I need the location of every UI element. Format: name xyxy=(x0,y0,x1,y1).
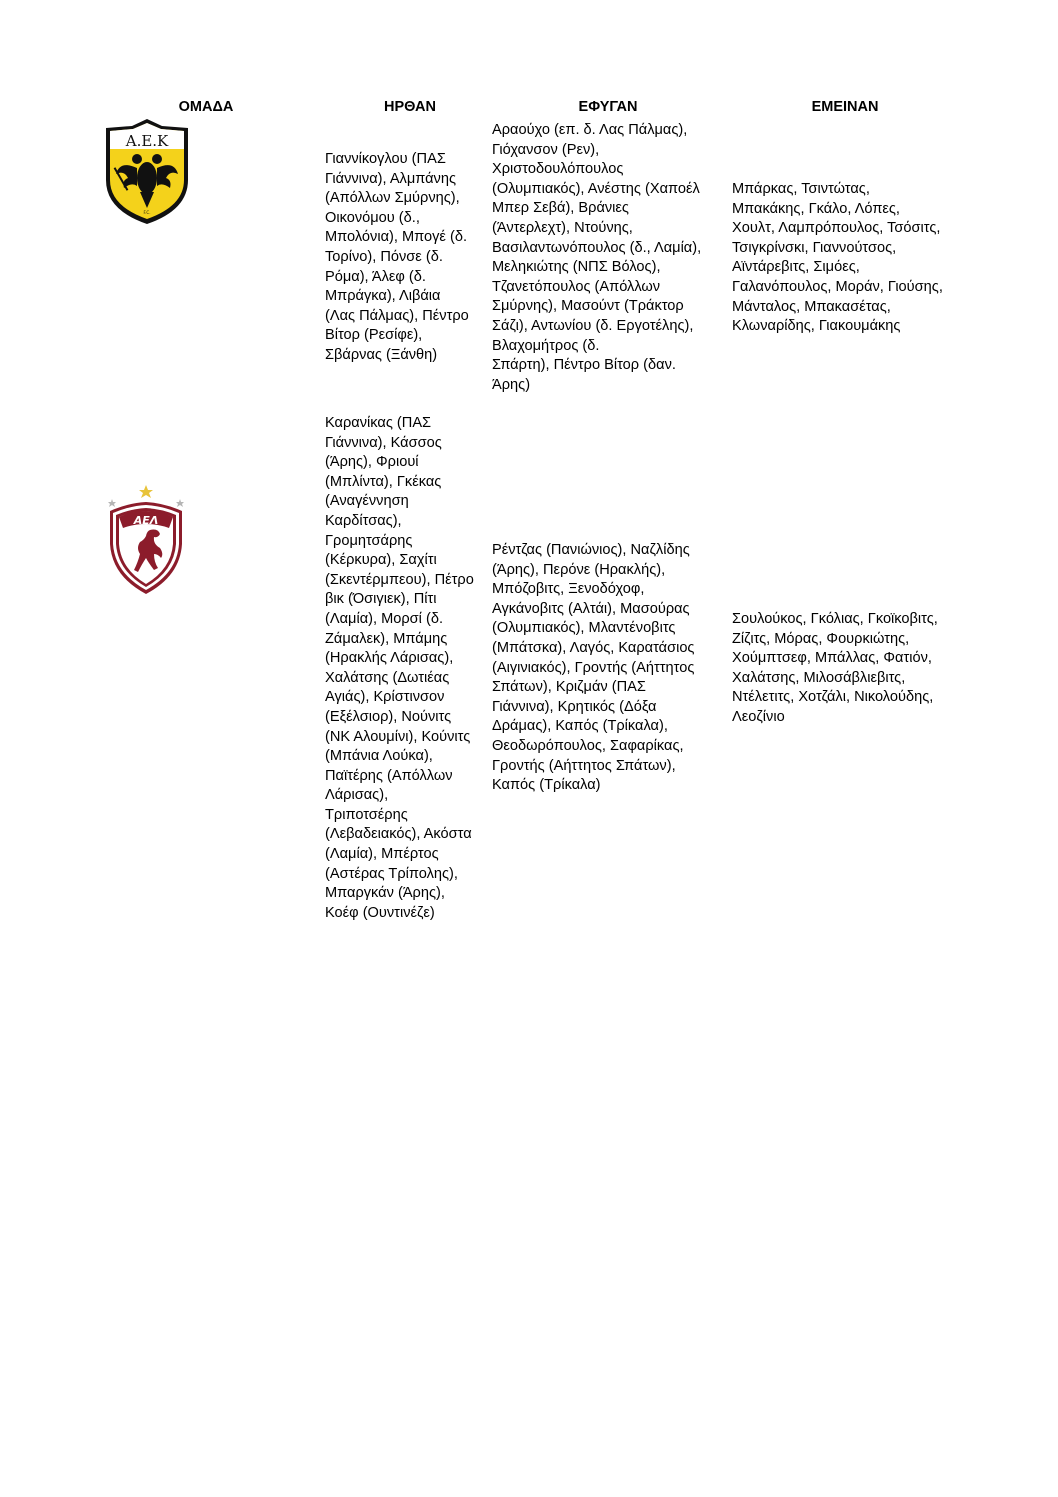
cell-line: Σβάρνας (Ξάνθη) xyxy=(325,346,438,363)
cell-line: (Μπάτσκα), Λαγός, Καρατάσιος xyxy=(492,639,695,656)
aek-arrived xyxy=(325,150,469,366)
cell-line: Αϊντάρεβιτς, Σιμόες, xyxy=(732,259,860,276)
cell-line: Παϊτέρης (Απόλλων xyxy=(325,767,453,784)
cell-line: Γροντής (Αήττητος Σπάτων), xyxy=(492,757,676,774)
aek-left xyxy=(492,121,701,395)
cell-line: Γιάννινα), Κάσσος xyxy=(325,434,442,451)
cell-line: Κλωναρίδης, Γιακουμάκης xyxy=(732,318,901,335)
cell-line: (Αιγινιακός), Γροντής (Αήττητος xyxy=(492,659,695,676)
cell-line: Αγκάνοβιτς (Αλτάι), Μασούρας xyxy=(492,600,690,617)
cell-line: Κοέφ (Ουντινέζε) xyxy=(325,904,435,921)
header-stayed: ΕΜΕΙΝΑΝ xyxy=(811,99,879,115)
cell-line: Ντέλετιτς, Χοτζάλι, Νικολούδης, xyxy=(732,689,934,706)
ael-crest-icon xyxy=(106,484,186,596)
cell-line: Γρομητσάρης xyxy=(325,532,413,549)
cell-line: Σουλούκος, Γκόλιας, Γκοϊκοβιτς, xyxy=(732,611,938,627)
cell-line: (Άρης), Φριουί xyxy=(325,454,419,471)
header-team: ΟΜΑΔΑ xyxy=(178,99,234,115)
cell-line: (Άντερλεχτ), Ντούνης, xyxy=(492,219,633,236)
cell-line: Μπάρκας, Τσιντώτας, xyxy=(732,181,870,197)
cell-line: Μπερ Σεβά), Βράνιες xyxy=(492,200,629,217)
cell-line: Χαλάτσης (Δωτιέας xyxy=(325,669,450,686)
cell-line: Άρης) xyxy=(492,376,531,393)
cell-line: Οικονόμου (δ., xyxy=(325,209,420,226)
cell-line: Ρέντζας (Πανιώνιος), Ναζλίδης xyxy=(492,542,690,558)
cell-line: βικ (Όσιγιεκ), Πίτι xyxy=(325,591,437,608)
cell-line: Τσιγκρίνσκι, Γιαννούτσος, xyxy=(732,239,897,256)
cell-line: Μεληκιώτης (ΝΠΣ Βόλος), xyxy=(492,259,661,276)
cell-line: (Λαμία), Μορσί (δ. xyxy=(325,610,444,627)
cell-line: Λεοζίνιο xyxy=(732,708,785,725)
cell-line: Αραούχο (επ. δ. Λας Πάλμας), xyxy=(492,122,688,138)
cell-line: Γιόχανσον (Ρεν), xyxy=(492,141,600,158)
ael-stayed xyxy=(732,610,938,728)
cell-line: (Λεβαδειακός), Ακόστα xyxy=(325,826,472,843)
cell-line: Βασιλαντωνόπουλος (δ., Λαμία), xyxy=(492,239,702,256)
cell-line: Καρδίτσας), xyxy=(325,512,402,529)
cell-line: (Μπάνια Λούκα), xyxy=(325,748,433,765)
cell-line: Μπαργκάν (Άρης), xyxy=(325,885,445,902)
cell-line: Τζανετόπουλος (Απόλλων xyxy=(492,278,661,295)
cell-line: Γιάννινα), Αλμπάνης xyxy=(325,170,457,187)
header-left: ΕΦΥΓΑΝ xyxy=(578,99,638,115)
cell-line: Καπός (Τρίκαλα) xyxy=(492,777,601,794)
cell-line: Χούμπτσεφ, Μπάλλας, Φατιόν, xyxy=(732,650,932,667)
cell-line: (Λαμία), Μπέρτος xyxy=(325,846,439,863)
cell-line: (Ολυμπιακός), Μλαντένοβιτς xyxy=(492,620,676,637)
cell-line: Αγιάς), Κρίστινσον xyxy=(325,689,445,706)
cell-line: Καρανίκας (ΠΑΣ xyxy=(325,415,432,431)
cell-line: (ΝΚ Αλουμίνι), Κούνιτς xyxy=(325,728,471,745)
cell-line: (Λας Πάλμας), Πέντρο xyxy=(325,307,469,324)
aek-crest-icon xyxy=(102,118,192,226)
cell-line: Χουλτ, Λαμπρόπουλος, Τσόσιτς, xyxy=(732,220,941,237)
cell-line: Τριποτσέρης xyxy=(325,806,408,823)
cell-line: (Εξέλσιορ), Νούνιτς xyxy=(325,708,452,725)
cell-line: (Αστέρας Τρίπολης), xyxy=(325,865,458,882)
cell-line: (Μπλίντα), Γκέκας xyxy=(325,473,442,490)
cell-line: Γιάννινα), Κρητικός (Δόξα xyxy=(492,698,657,715)
cell-line: Μάνταλος, Μπακασέτας, xyxy=(732,298,891,315)
cell-line: Ρόμα), Άλεφ (δ. xyxy=(325,268,426,285)
cell-line: Ζίζιτς, Μόρας, Φουρκιώτης, xyxy=(732,630,910,647)
cell-line: Μπράγκα), Λιβάια xyxy=(325,288,441,305)
ael-left xyxy=(492,541,694,796)
cell-line: (Ηρακλής Λάρισας), xyxy=(325,650,454,667)
cell-line: (Άρης), Περόνε (Ηρακλής), xyxy=(492,561,666,578)
svg-text:F.C.: F.C. xyxy=(143,210,151,215)
header-arrived: ΗΡΘΑΝ xyxy=(384,99,436,115)
cell-line: Λάρισας), xyxy=(325,787,389,804)
cell-line: Γαλανόπουλος, Μοράν, Γιούσης, xyxy=(732,278,943,295)
cell-line: Μπόζοβιτς, Ξενοδόχοφ, xyxy=(492,581,645,598)
cell-line: (Κέρκυρα), Σαχίτι xyxy=(325,552,437,569)
cell-line: Δράμας), Καπός (Τρίκαλα), xyxy=(492,718,668,735)
cell-line: Σπάρτη), Πέντρο Βίτορ (δαν. xyxy=(492,357,676,374)
cell-line: Μπολόνια), Μπογέ (δ. xyxy=(325,229,468,246)
ael-arrived xyxy=(325,414,474,923)
cell-line: Βλαχομήτρος (δ. xyxy=(492,337,600,354)
cell-line: Σάζι), Αντωνίου (δ. Εργοτέλης), xyxy=(492,317,694,334)
cell-line: Σπάτων), Κριζμάν (ΠΑΣ xyxy=(492,679,646,696)
svg-text:Α.Ε.Κ: Α.Ε.Κ xyxy=(125,132,169,150)
cell-line: Γιαννίκογλου (ΠΑΣ xyxy=(325,151,446,167)
cell-line: (Αναγέννηση xyxy=(325,493,409,510)
cell-line: Θεοδωρόπουλος, Σαφαρίκας, xyxy=(492,737,684,754)
cell-line: (Σκεντέρμπεου), Πέτρο xyxy=(325,571,474,588)
cell-line: Χαλάτσης, Μιλοσάβλιεβιτς, xyxy=(732,669,906,686)
aek-stayed xyxy=(732,180,943,337)
cell-line: Ζάμαλεκ), Μπάμης xyxy=(325,630,448,647)
svg-text:ΑΕΛ: ΑΕΛ xyxy=(133,514,159,527)
cell-line: Τορίνο), Πόνσε (δ. xyxy=(325,248,443,265)
cell-line: Βίτορ (Ρεσίφε), xyxy=(325,327,423,344)
cell-line: Μπακάκης, Γκάλο, Λόπες, xyxy=(732,200,900,217)
cell-line: Σμύρνης), Μασούντ (Τράκτορ xyxy=(492,298,684,315)
cell-line: (Απόλλων Σμύρνης), xyxy=(325,190,460,207)
cell-line: Χριστοδουλόπουλος xyxy=(492,161,624,178)
cell-line: (Ολυμπιακός), Ανέστης (Χαποέλ xyxy=(492,180,700,197)
